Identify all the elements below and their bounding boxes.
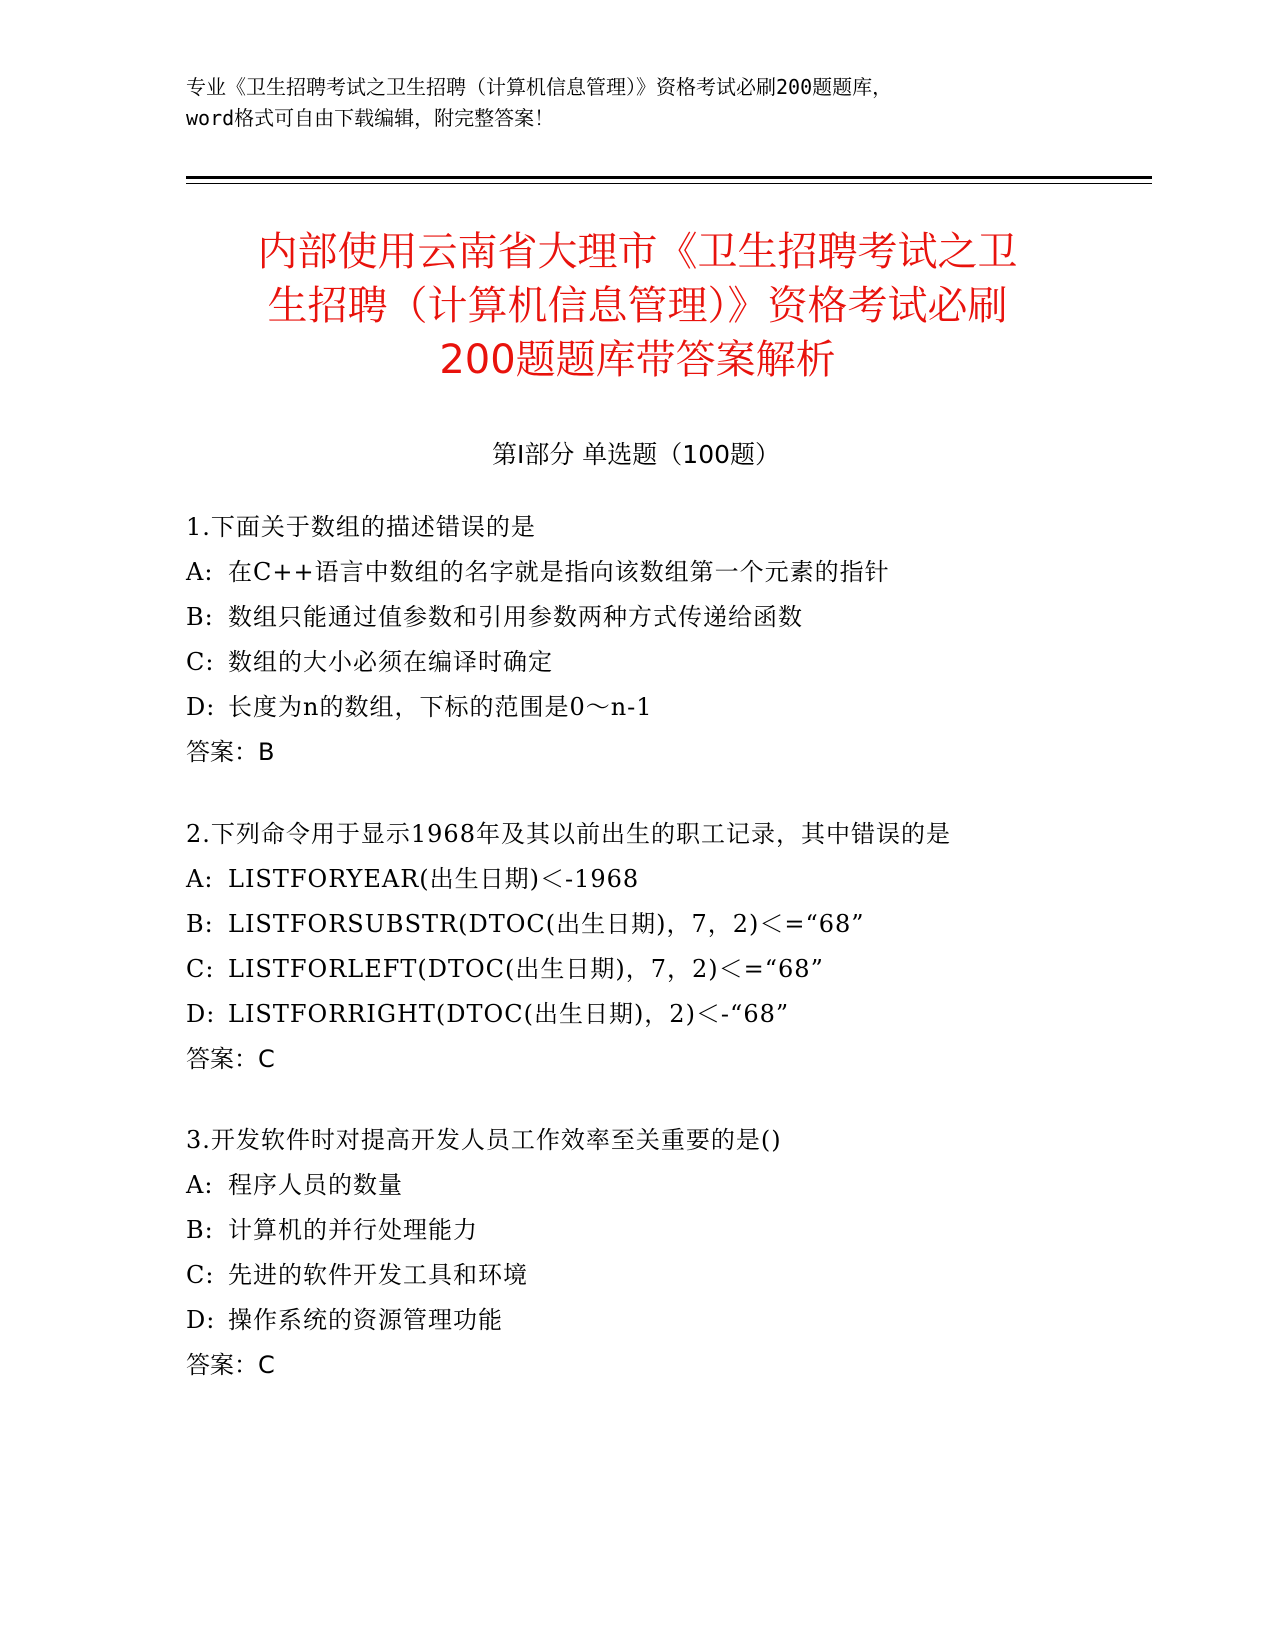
option-letter: B: — [186, 1216, 214, 1244]
option-letter: D: — [186, 693, 216, 721]
option-a — [186, 550, 1106, 595]
option-letter: C: — [186, 648, 215, 676]
option-c — [186, 1253, 1106, 1298]
header-note-line-1: 专业《卫生招聘考试之卫生招聘（计算机信息管理）》资格考试必刷200题题库， — [186, 75, 893, 99]
option-letter: D: — [186, 1000, 216, 1028]
option-text: 操作系统的资源管理功能 — [228, 1306, 503, 1334]
option-text: 程序人员的数量 — [228, 1171, 403, 1199]
answer-label: 答案：C — [186, 1045, 275, 1073]
option-text: LISTFORLEFT(DTOC(出生日期)，7，2)＜=“68” — [228, 955, 824, 983]
document-title-line-2: 生招聘（计算机信息管理）》资格考试必刷 — [267, 283, 1008, 329]
option-letter: A: — [186, 558, 214, 586]
option-text: 数组只能通过值参数和引用参数两种方式传递给函数 — [228, 603, 803, 631]
document-title-line-3: 200题题库带答案解析 — [439, 337, 836, 383]
option-letter: A: — [186, 1171, 214, 1199]
option-a — [186, 1163, 1106, 1208]
option-d — [186, 992, 1106, 1037]
option-b — [186, 902, 1106, 947]
document-title — [170, 225, 1105, 387]
question-stem: 2.下列命令用于显示1968年及其以前出生的职工记录，其中错误的是 — [186, 820, 951, 848]
option-letter: B: — [186, 910, 214, 938]
option-text: LISTFORRIGHT(DTOC(出生日期)，2)＜-“68” — [228, 1000, 790, 1028]
option-text: LISTFORYEAR(出生日期)＜-1968 — [228, 865, 640, 893]
option-d — [186, 685, 1106, 730]
option-text: 数组的大小必须在编译时确定 — [228, 648, 553, 676]
section-heading: 第Ⅰ部分 单选题（100题） — [491, 440, 781, 469]
question-2 — [186, 812, 1106, 1082]
header-note — [186, 72, 1086, 134]
option-c — [186, 947, 1106, 992]
answer-label: 答案：B — [186, 738, 275, 766]
question-1 — [186, 505, 1106, 775]
option-b — [186, 1208, 1106, 1253]
option-text: 长度为n的数组，下标的范围是0～n-1 — [228, 693, 653, 721]
header-rule-thick — [186, 176, 1152, 179]
answer-label: 答案：C — [186, 1351, 275, 1379]
option-letter: B: — [186, 603, 214, 631]
header-rule-thin — [186, 183, 1152, 184]
option-text: LISTFORSUBSTR(DTOC(出生日期)，7，2)＜=“68” — [228, 910, 865, 938]
option-text: 先进的软件开发工具和环境 — [228, 1261, 528, 1289]
question-stem: 3.开发软件时对提高开发人员工作效率至关重要的是() — [186, 1126, 782, 1154]
document-title-line-1: 内部使用云南省大理市《卫生招聘考试之卫 — [257, 229, 1018, 275]
header-note-line-2: word格式可自由下载编辑，附完整答案！ — [186, 106, 555, 130]
option-text: 在C++语言中数组的名字就是指向该数组第一个元素的指针 — [228, 558, 890, 586]
question-3 — [186, 1118, 1106, 1388]
option-letter: C: — [186, 955, 215, 983]
option-c — [186, 640, 1106, 685]
option-letter: D: — [186, 1306, 216, 1334]
option-b — [186, 595, 1106, 640]
option-letter: C: — [186, 1261, 215, 1289]
option-d — [186, 1298, 1106, 1343]
question-stem: 1.下面关于数组的描述错误的是 — [186, 513, 536, 541]
option-text: 计算机的并行处理能力 — [228, 1216, 478, 1244]
option-a — [186, 857, 1106, 902]
option-letter: A: — [186, 865, 214, 893]
